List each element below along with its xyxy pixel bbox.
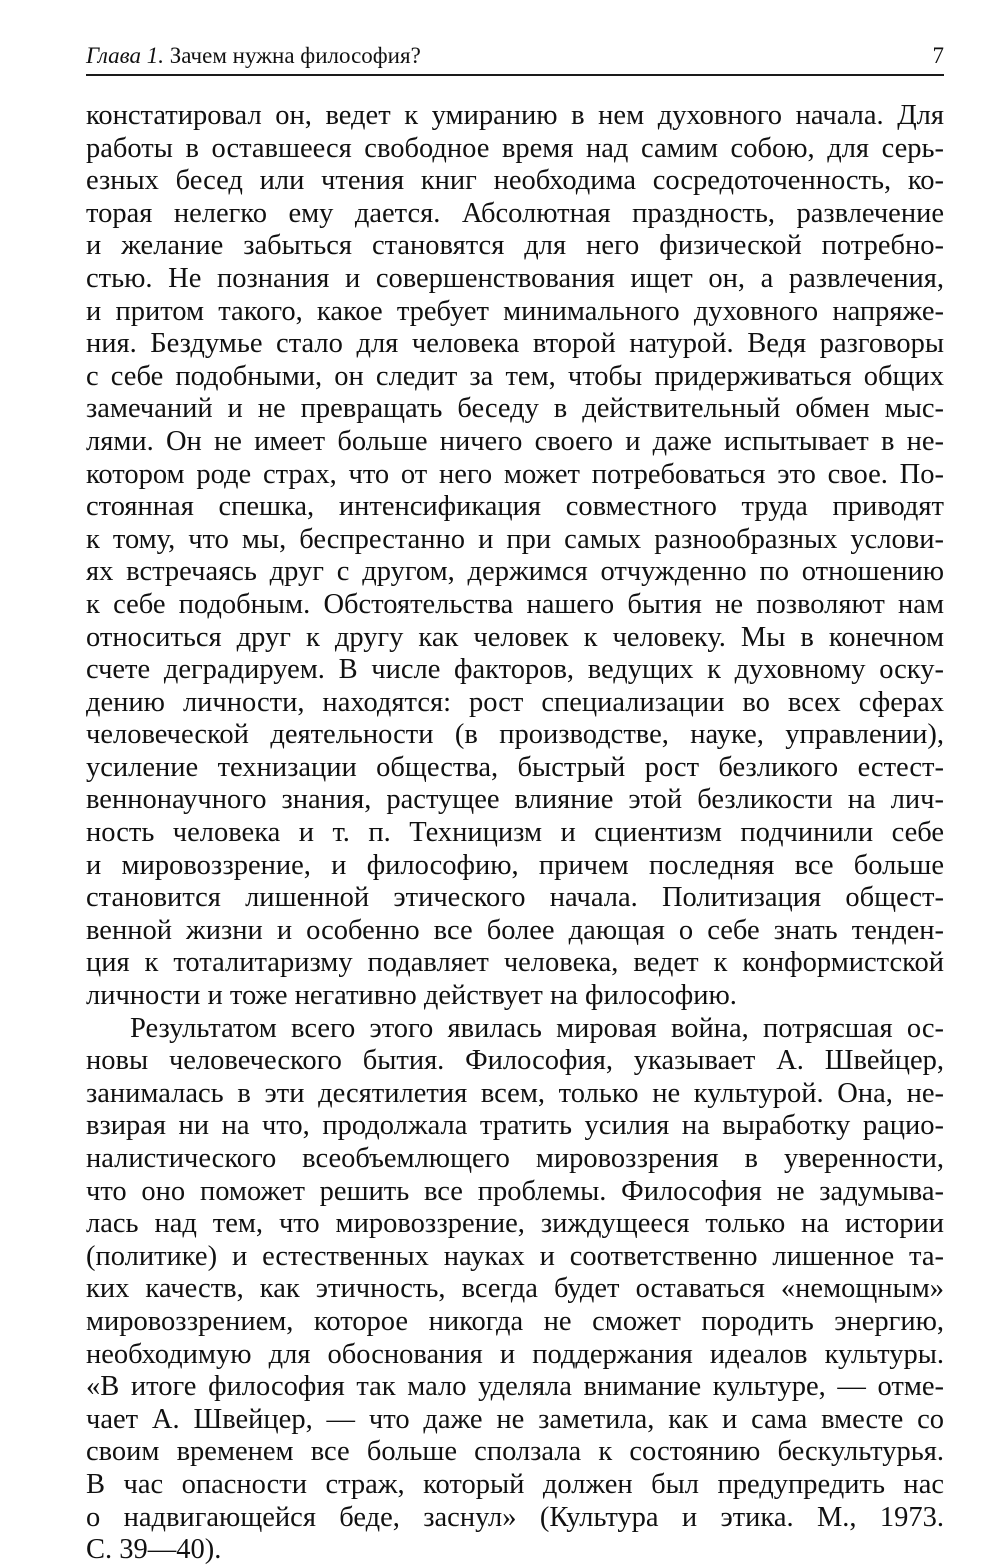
paragraph-1: [86, 100, 944, 1013]
text-line: «В итоге философия так мало уделяла внимание культуре, — отме-: [86, 1371, 944, 1403]
text-line: (политике) и естественных науках и соответственно лишенное та-: [86, 1240, 944, 1272]
text-line: дению личности, находятся: рост специализации во всех сферах: [86, 686, 944, 718]
text-line: своим временем все больше сползала к состоянию бескультурья.: [86, 1436, 944, 1468]
text-line: веннонаучного знания, растущее влияние этой безликости на лич-: [86, 784, 944, 816]
text-line: личности и тоже негативно действует на философию.: [86, 980, 737, 1012]
page-number: 7: [932, 43, 944, 68]
text-line: усиление технизации общества, быстрый рост безликого естест-: [86, 751, 944, 783]
text-line: к себе подобным. Обстоятельства нашего бытия не позволяют нам: [86, 588, 944, 620]
text-line: взирая ни на что, продолжала тратить усилия на выработку рацио-: [86, 1110, 944, 1142]
text-line: ния. Бездумье стало для человека второй натурой. Ведя разговоры: [86, 328, 944, 360]
text-line: и притом такого, какое требует минимального духовного напряже-: [86, 295, 944, 327]
text-line: и желание забыться становятся для него физической потребно-: [86, 230, 944, 262]
header-divider: [86, 74, 944, 76]
text-line: относиться друг к другу как человек к человеку. Мы в конечном: [86, 621, 944, 653]
text-line: работы в оставшееся свободное время над самим собою, для серь-: [86, 132, 944, 164]
text-line: чает А. Швейцер, — что даже не заметила, как и сама вместе со: [86, 1403, 944, 1435]
text-line: венной жизни и особенно все более дающая о себе знать тенден-: [86, 914, 944, 946]
text-line: налистического всеобъемлющего мировоззрения в уверенности,: [86, 1143, 944, 1174]
text-line: котором роде страх, что от него может потребоваться это свое. По-: [86, 458, 944, 490]
text-line: необходимую для обоснования и поддержания идеалов культуры.: [86, 1338, 944, 1370]
text-line: лями. Он не имеет больше ничего своего и даже испытывает в не-: [86, 425, 944, 457]
text-line: стью. Не познания и совершенствования ищет он, а развлечения,: [86, 262, 944, 294]
text-line: ях встречаясь друг с другом, держимся отчужденно по отношению: [86, 556, 944, 588]
text-line: констатировал он, ведет к умиранию в нем духовного начала. Для: [86, 100, 944, 131]
text-line: новы человеческого бытия. Философия, указывает А. Швейцер,: [86, 1045, 944, 1077]
chapter-title: Зачем нужна философия?: [169, 43, 421, 68]
text-line: к тому, что мы, беспрестанно и при самых разнообразных услови-: [86, 523, 944, 555]
text-line: С. 39—40).: [86, 1534, 222, 1566]
body-text: [86, 100, 944, 1567]
text-line: ких качеств, как этичность, всегда будет оставаться «немощным»: [86, 1273, 944, 1305]
text-line: человеческой деятельности (в производстве, науке, управлении),: [86, 719, 944, 751]
text-line: Результатом всего этого явилась мировая война, потрясшая ос-: [130, 1012, 944, 1044]
text-line: и мировоззрение, и философию, причем последняя все больше: [86, 849, 944, 881]
text-line: В час опасности страж, который должен был предупредить нас: [86, 1468, 944, 1500]
text-line: торая нелегко ему дается. Абсолютная праздность, развлечение: [86, 197, 944, 229]
text-line: занималась в эти десятилетия всем, только не культурой. Она, не-: [86, 1077, 944, 1109]
text-line: езных бесед или чтения книг необходима сосредоточенность, ко-: [86, 165, 944, 197]
text-line: что оно поможет решить все проблемы. Философия не задумыва-: [86, 1175, 944, 1207]
text-line: о надвигающейся беде, заснул» (Культура и этика. М., 1973.: [86, 1501, 944, 1533]
text-line: счете деградируем. В числе факторов, ведущих к духовному оску-: [86, 654, 944, 686]
text-line: становится лишенной этического начала. Политизация общест-: [86, 882, 944, 914]
text-line: замечаний и не превращать беседу в действительный обмен мыс-: [86, 393, 944, 425]
text-line: стоянная спешка, интенсификация совместного труда приводят: [86, 491, 944, 523]
text-line: мировоззрением, которое никогда не сможет породить энергию,: [86, 1305, 944, 1337]
chapter-label: Глава 1.: [86, 43, 164, 68]
text-line: лась над тем, что мировоззрение, зиждущееся только на истории: [86, 1208, 944, 1240]
text-line: ность человека и т. п. Техницизм и сциентизм подчинили себе: [86, 817, 944, 849]
text-line: с себе подобными, он следит за тем, чтобы придерживаться общих: [86, 360, 944, 392]
running-header: [86, 40, 944, 72]
text-line: ция к тоталитаризму подавляет человека, ведет к конформистской: [86, 947, 944, 979]
paragraph-2: [86, 1013, 944, 1567]
